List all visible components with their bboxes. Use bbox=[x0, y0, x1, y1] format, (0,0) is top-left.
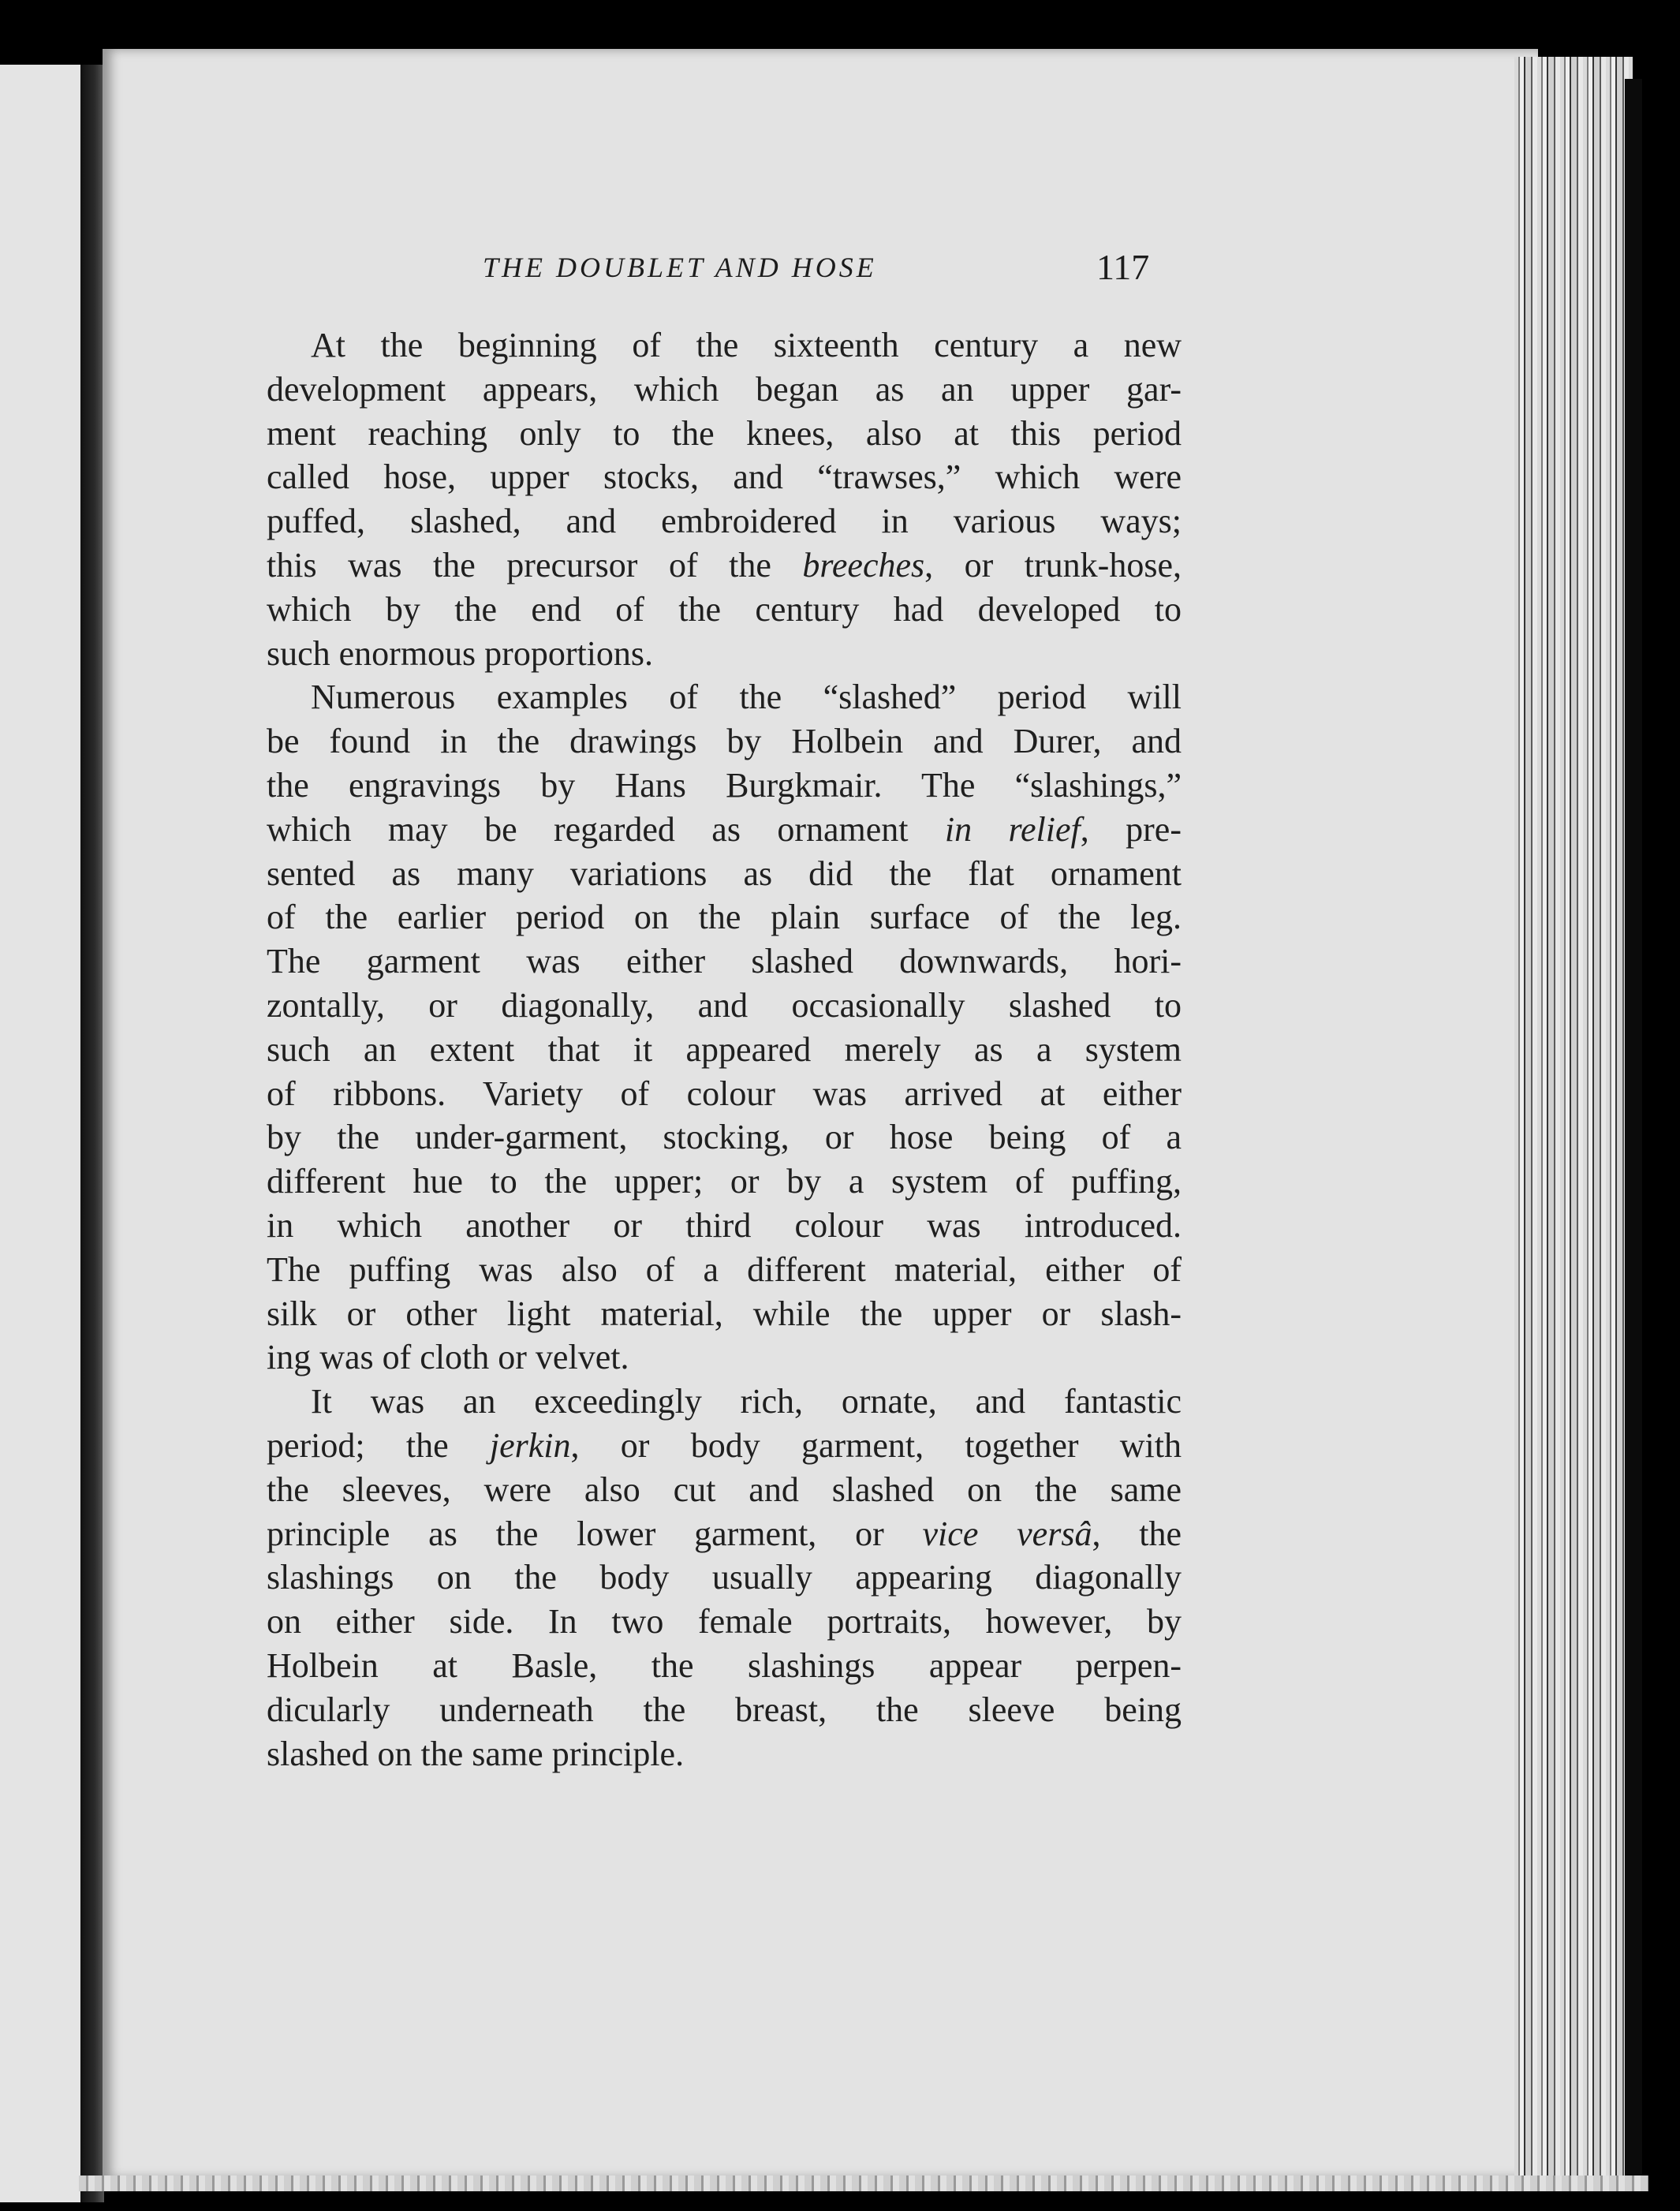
text-line bbox=[267, 1248, 1182, 1292]
text-run: in which another or third colour was introduced. bbox=[267, 1205, 1182, 1245]
text-run: At the beginning of the sixteenth century a new bbox=[311, 326, 1182, 364]
text-run: which by the end of the century had developed to bbox=[267, 589, 1182, 629]
text-line bbox=[267, 895, 1182, 939]
text-line bbox=[267, 1600, 1182, 1644]
text-run: on either side. In two female portraits, however, by bbox=[267, 1602, 1182, 1641]
running-head: THE DOUBLET AND HOSE bbox=[483, 252, 877, 283]
page-number: 117 bbox=[1096, 247, 1150, 287]
text-run: zontally, or diagonally, and occasionally slashed to bbox=[267, 985, 1182, 1025]
text-line bbox=[267, 808, 1182, 852]
book-gutter bbox=[80, 65, 104, 2202]
text-run: of the earlier period on the plain surface of the leg. bbox=[267, 898, 1182, 937]
left-page-edge bbox=[0, 65, 80, 2202]
text-run: The garment was either slashed downwards, hori- bbox=[267, 942, 1182, 981]
text-line bbox=[267, 984, 1182, 1028]
text-run: such an extent that it appeared merely as a system bbox=[267, 1029, 1182, 1069]
italic-term: in relief bbox=[944, 809, 1081, 849]
text-run: ing was of cloth or velvet. bbox=[267, 1338, 629, 1377]
italic-term: breeches bbox=[802, 545, 925, 584]
text-run: The puffing was also of a different material, either of bbox=[267, 1249, 1182, 1289]
text-line bbox=[267, 588, 1182, 632]
text-run: slashings on the body usually appearing diagonally bbox=[267, 1558, 1182, 1597]
text-run: period; the bbox=[267, 1425, 490, 1465]
text-line bbox=[267, 764, 1182, 808]
text-run: the engravings by Hans Burgkmair. The “slashings,” bbox=[267, 765, 1182, 805]
text-run: of ribbons. Variety of colour was arrived at either bbox=[267, 1074, 1182, 1113]
text-line bbox=[267, 323, 1182, 368]
body-text bbox=[267, 323, 1182, 1776]
text-run: , the bbox=[1092, 1514, 1182, 1553]
text-line bbox=[267, 543, 1182, 588]
text-line bbox=[267, 1556, 1182, 1600]
text-line bbox=[267, 412, 1182, 456]
text-line bbox=[267, 1115, 1182, 1160]
text-line bbox=[267, 719, 1182, 764]
paragraph bbox=[267, 675, 1182, 1380]
paragraph bbox=[267, 1380, 1182, 1776]
page-fore-edge-shadow bbox=[1625, 79, 1642, 2177]
text-line bbox=[267, 1512, 1182, 1556]
page-fore-edge bbox=[1514, 57, 1633, 2187]
text-run: dicularly underneath the breast, the sleeve being bbox=[267, 1690, 1182, 1729]
text-line bbox=[267, 368, 1182, 412]
text-run: , or trunk-hose, bbox=[924, 545, 1182, 584]
text-run: which may be regarded as ornament bbox=[267, 809, 945, 849]
text-run: be found in the drawings by Holbein and Durer, and bbox=[267, 722, 1182, 761]
text-run: the sleeves, were also cut and slashed on the same bbox=[267, 1470, 1182, 1509]
text-run: Numerous examples of the “slashed” period will bbox=[311, 678, 1182, 717]
text-line bbox=[267, 1468, 1182, 1512]
text-line bbox=[267, 1160, 1182, 1204]
text-run: this was the precursor of the bbox=[267, 545, 803, 584]
text-run: development appears, which began as an upper gar- bbox=[267, 369, 1182, 409]
text-line bbox=[267, 499, 1182, 543]
text-line bbox=[267, 675, 1182, 719]
paragraph bbox=[267, 323, 1182, 675]
text-line bbox=[267, 632, 1182, 676]
italic-term: vice versâ bbox=[922, 1514, 1092, 1553]
text-run: It was an exceedingly rich, ornate, and fantastic bbox=[311, 1382, 1182, 1421]
text-run: ment reaching only to the knees, also at this period bbox=[267, 413, 1182, 453]
text-line bbox=[267, 852, 1182, 896]
text-run: different hue to the upper; or by a system of puffing, bbox=[267, 1162, 1182, 1201]
text-line bbox=[267, 1688, 1182, 1732]
page-bottom-edge bbox=[79, 2176, 1648, 2191]
text-run: principle as the lower garment, or bbox=[267, 1514, 923, 1553]
text-line bbox=[267, 1732, 1182, 1776]
text-run: called hose, upper stocks, and “trawses,” which were bbox=[267, 458, 1182, 497]
text-line bbox=[267, 1072, 1182, 1116]
text-run: puffed, slashed, and embroidered in various ways; bbox=[267, 502, 1182, 541]
text-run: , pre- bbox=[1080, 809, 1182, 849]
text-run: such enormous proportions. bbox=[267, 633, 654, 673]
text-line bbox=[267, 939, 1182, 984]
text-line bbox=[267, 455, 1182, 499]
text-line bbox=[267, 1028, 1182, 1072]
text-run: by the under-garment, stocking, or hose being of a bbox=[267, 1118, 1182, 1157]
italic-term: jerkin bbox=[489, 1425, 571, 1465]
text-run: Holbein at Basle, the slashings appear perpen- bbox=[267, 1645, 1182, 1685]
text-run: sented as many variations as did the flat ornament bbox=[267, 853, 1182, 893]
text-line bbox=[267, 1292, 1182, 1336]
text-run: silk or other light material, while the upper or slash- bbox=[267, 1294, 1182, 1333]
text-run: slashed on the same principle. bbox=[267, 1734, 685, 1773]
text-line bbox=[267, 1335, 1182, 1380]
text-line bbox=[267, 1644, 1182, 1688]
text-line bbox=[267, 1424, 1182, 1468]
text-line bbox=[267, 1204, 1182, 1248]
page-header bbox=[473, 247, 1183, 306]
text-run: , or body garment, together with bbox=[570, 1425, 1182, 1465]
text-line bbox=[267, 1380, 1182, 1424]
